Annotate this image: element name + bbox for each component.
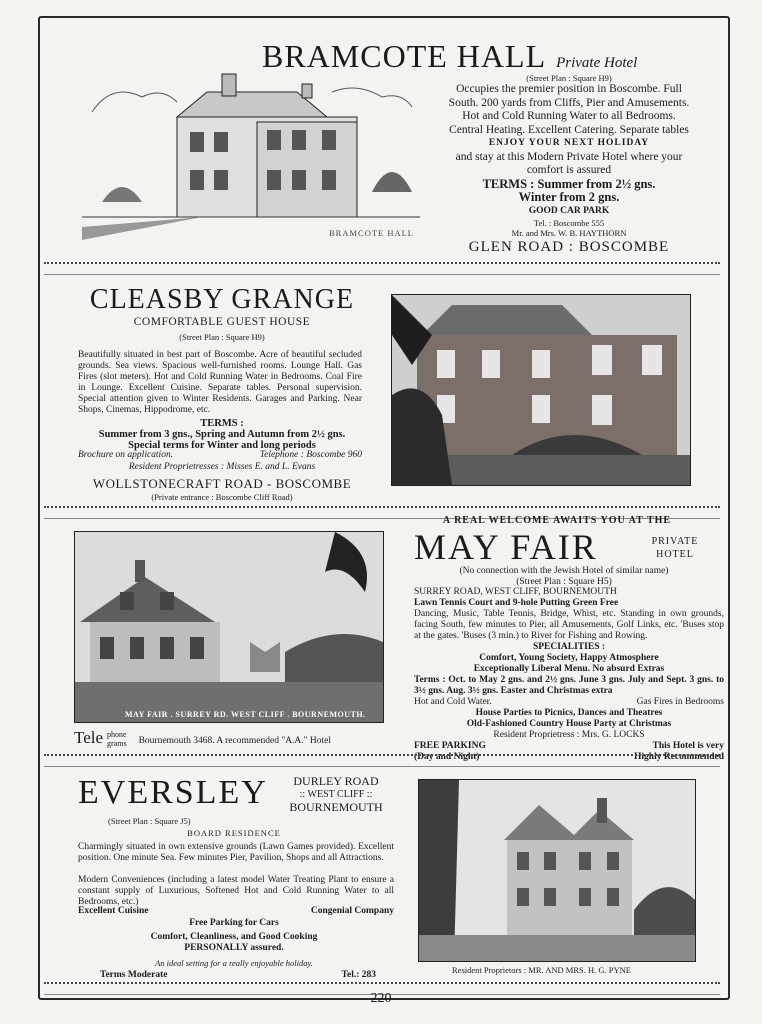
bramcote-car-park: GOOD CAR PARK xyxy=(528,205,610,216)
cleasby-title: CLEASBY GRANGE xyxy=(89,284,355,315)
mayfair-house-photo xyxy=(75,532,383,722)
eversley-addr-1: DURLEY ROAD xyxy=(293,774,379,788)
bramcote-tel: Tel. : Boscombe 555 xyxy=(533,218,605,228)
mayfair-welcome: A REAL WELCOME AWAITS YOU AT THE xyxy=(442,515,672,526)
mayfair-tel-line: Bournemouth 3468. A recommended "A.A." Hotel xyxy=(138,736,332,746)
mayfair-specialities: SPECIALITIES : xyxy=(532,642,606,652)
mayfair-rec-1: This Hotel is very xyxy=(652,741,724,751)
cleasby-terms-1: Summer from 3 gns., Spring and Autumn from 2½ gns. xyxy=(98,429,346,440)
mayfair-grams: grams xyxy=(107,739,127,749)
bramcote-subtitle: Private Hotel xyxy=(556,55,638,71)
cleasby-proprietresses: Resident Proprietresses : Misses E. and L. Evans xyxy=(128,462,316,472)
eversley-comfort-1: Comfort, Cleanliness, and Good Cooking xyxy=(150,932,318,942)
eversley-proprietors: Resident Proprietors : MR. AND MRS. H. G. PYNE xyxy=(452,965,631,975)
cleasby-subtitle: COMFORTABLE GUEST HOUSE xyxy=(133,316,311,328)
eversley-cuisine-row xyxy=(78,906,394,917)
mayfair-address: SURREY ROAD, WEST CLIFF, BOURNEMOUTH xyxy=(414,587,617,597)
mayfair-text-2 xyxy=(414,587,724,763)
mayfair-rec-2: Highly Recommended xyxy=(634,752,724,762)
section-divider xyxy=(44,262,720,275)
bramcote-proprietors: Mr. and Mrs. W. B. HAYTHORN xyxy=(511,228,627,238)
mayfair-tele: Tele xyxy=(74,728,104,747)
mayfair-proprietress: Resident Proprietress : Mrs. G. LOCKS xyxy=(493,730,645,740)
mayfair-subtitle-1: PRIVATE xyxy=(651,536,699,547)
cleasby-contact-row xyxy=(78,450,362,461)
mayfair-comfort-1: Comfort, Young Society, Happy Atmosphere xyxy=(479,653,659,663)
cleasby-desc: Beautifully situated in best part of Boscombe. Acre of beautiful secluded grounds. Sea views. Spacious well-furnished rooms. Lounge Hall. Gas Fires (slot meters). Hot and Cold Running Water in Bedrooms. Coal Fire in Lounge. Excellent Cuisine. Separate tables. Personal supervision. Special attention given to Winter Residents. Garages and Parking. Near Shops, Cinemas, Hippodrome, etc. xyxy=(78,350,362,415)
eversley-terms: Terms Moderate xyxy=(100,970,168,980)
bramcote-holiday-1: ENJOY YOUR NEXT HOLIDAY xyxy=(488,138,650,148)
bramcote-terms-1: TERMS : Summer from 2½ gns. xyxy=(482,176,656,191)
mayfair-no-connection: (No connection with the Jewish Hotel of similar name) xyxy=(459,566,669,576)
mayfair-text xyxy=(408,566,720,588)
cleasby-house-photo xyxy=(392,295,690,485)
sketch-caption: BRAMCOTE HALL xyxy=(328,228,414,238)
eversley-board: BOARD RESIDENCE xyxy=(187,828,281,838)
cleasby-telephone: Telephone : Boscombe 960 xyxy=(259,450,362,460)
cleasby-terms-block xyxy=(74,418,370,451)
bramcote-street-plan: (Street Plan : Square H9) xyxy=(526,73,612,83)
eversley-desc: Charmingly situated in own extensive grounds (Lawn Games provided). Excellent position. One minute Sea. Few minutes Pier, Pavilion, Shops and all Attractions. xyxy=(78,842,394,863)
mayfair-subtitle-block xyxy=(640,535,710,561)
section-divider xyxy=(44,754,720,767)
bramcote-text xyxy=(444,73,694,255)
eversley-company: Congenial Company xyxy=(310,906,394,916)
cleasby-terms-2: Special terms for Winter and long periods xyxy=(128,440,316,451)
mayfair-parking-1: FREE PARKING xyxy=(414,741,486,751)
mayfair-gas: Gas Fires in Bedrooms xyxy=(636,697,724,707)
mayfair-water: Hot and Cold Water. xyxy=(414,697,492,707)
eversley-address xyxy=(276,775,396,814)
eversley-title: EVERSLEY xyxy=(78,774,268,811)
cleasby-terms-head: TERMS : xyxy=(200,418,244,429)
eversley-house-photo xyxy=(419,780,695,961)
mayfair-photo-caption: MAY FAIR . SURREY RD. WEST CLIFF . BOURNEMOUTH. xyxy=(125,710,366,719)
mayfair-parking-2: (Day and Night) xyxy=(414,752,480,762)
eversley-addr-2: :: WEST CLIFF :: xyxy=(299,789,373,800)
mayfair-parties-1: House Parties to Picnics, Dances and Theatres xyxy=(475,708,663,718)
cleasby-photo xyxy=(391,294,691,486)
cleasby-address: WOLLSTONECRAFT ROAD - BOSCOMBE xyxy=(92,476,352,491)
cleasby-street-plan: (Street Plan : Square H9) xyxy=(179,332,265,342)
eversley-street-plan: (Street Plan : Square J5) xyxy=(108,816,191,826)
mayfair-phone: phone xyxy=(107,730,127,740)
mayfair-street-plan: (Street Plan : Square H5) xyxy=(516,577,612,587)
bramcote-address: GLEN ROAD : BOSCOMBE xyxy=(468,239,670,255)
house-sketch-illustration xyxy=(82,52,420,240)
cleasby-brochure: Brochure on application. xyxy=(78,450,174,460)
eversley-photo xyxy=(418,779,696,962)
bramcote-title: BRAMCOTE HALL xyxy=(262,38,547,74)
mayfair-parties-2: Old-Fashioned Country House Party at Christmas xyxy=(466,719,672,729)
bramcote-sketch xyxy=(82,52,420,240)
eversley-tel: Tel.: 283 xyxy=(341,970,376,980)
mayfair-comfort-2: Exceptionally Liberal Menu. No absurd Extras xyxy=(473,664,665,674)
bramcote-title-row xyxy=(262,38,712,75)
eversley-addr-3: BOURNEMOUTH xyxy=(289,800,383,814)
mayfair-terms: Terms : Oct. to May 2 gns. and 2½ gns. June 3 gns. July and Sept. 3 gns. to 3½ gns. Aug. 3½ gns. Easter and Christmas extra xyxy=(414,675,724,696)
eversley-modern: Modern Conveniences (including a latest model Water Treating Plant to ensure a constant supply of Luxurious, Softened Hot and Cold Running Water to all Bedrooms, etc.) xyxy=(78,875,394,907)
eversley-cuisine: Excellent Cuisine xyxy=(78,906,149,916)
eversley-ideal: An ideal setting for a really enjoyable holiday. xyxy=(155,958,313,968)
cleasby-text xyxy=(74,284,370,342)
mayfair-title: MAY FAIR xyxy=(414,527,598,567)
bramcote-holiday-2: and stay at this Modern Private Hotel where your comfort is assured xyxy=(455,150,683,176)
mayfair-photo xyxy=(74,531,384,723)
mayfair-lawn: Lawn Tennis Court and 9-hole Putting Green Free xyxy=(414,598,619,608)
cleasby-entrance: (Private entrance : Boscombe Cliff Road) xyxy=(151,492,293,502)
eversley-comfort xyxy=(74,932,394,954)
bramcote-desc: Occupies the premier position in Boscombe. Full South. 200 yards from Cliffs, Pier and Amusements. Hot and Cold Running Water to all Bedrooms. Central Heating. Excellent Catering. Separate tables xyxy=(448,83,690,136)
bramcote-terms-2: Winter from 2 gns. xyxy=(518,190,620,204)
mayfair-tele-row xyxy=(74,728,394,750)
eversley-comfort-2: PERSONALLY assured. xyxy=(184,943,284,953)
eversley-terms-row xyxy=(100,970,376,981)
eversley-parking: Free Parking for Cars xyxy=(189,918,279,928)
mayfair-activities: Dancing, Music, Table Tennis, Bridge, Whist, etc. Standing in own grounds, facing South, few minutes to Pier, all Amusements, Golf Links, etc. 'Buses stop at the gates. 'Buses (3 min.) to River for Fishing and Rowing. xyxy=(414,609,724,641)
page-number: 220 xyxy=(370,991,392,1006)
mayfair-subtitle-2: HOTEL xyxy=(656,549,694,560)
